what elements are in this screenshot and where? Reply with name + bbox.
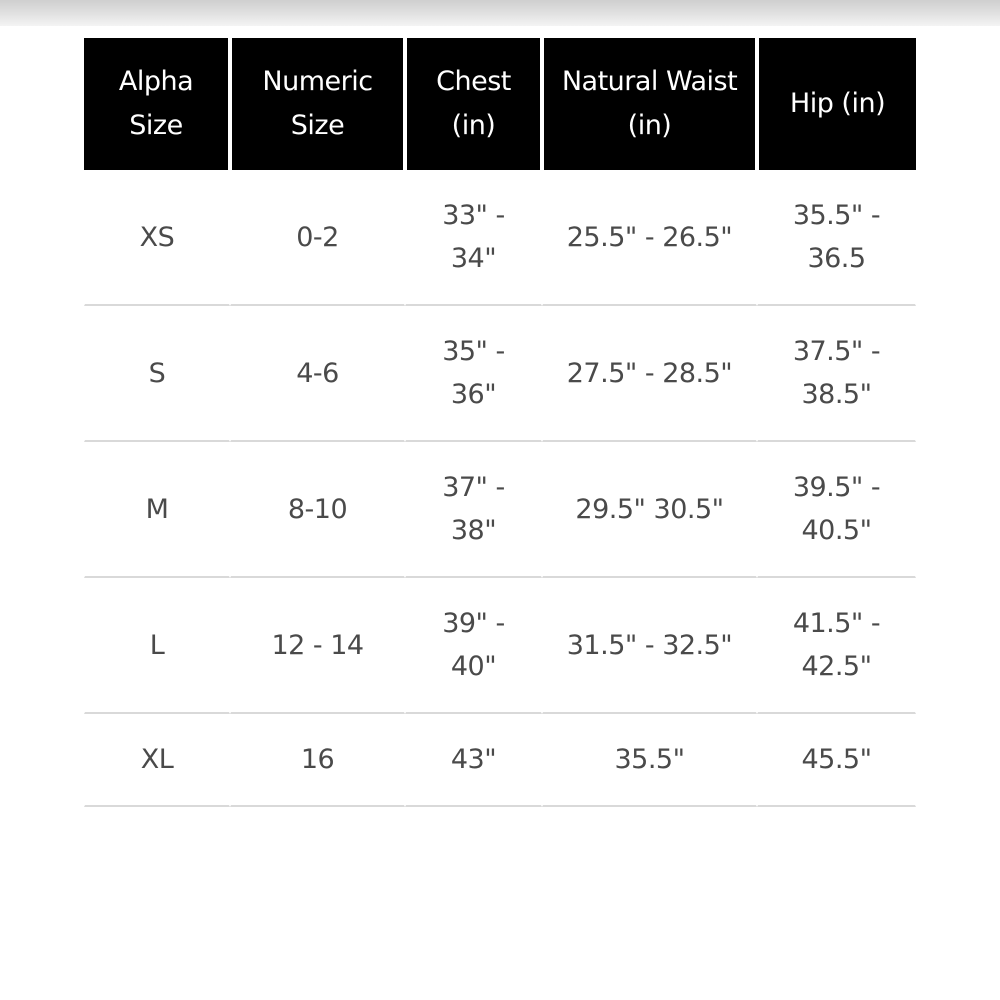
cell-chest bbox=[405, 442, 542, 578]
table-row bbox=[84, 306, 916, 442]
cell-waist: 29.5" 30.5" bbox=[542, 442, 757, 578]
cell-hip bbox=[757, 714, 916, 807]
cell-numeric: 12 - 14 bbox=[230, 578, 405, 714]
table-row bbox=[84, 442, 916, 578]
cell-alpha: M bbox=[84, 442, 230, 578]
cell-chest bbox=[405, 714, 542, 807]
cell-chest bbox=[405, 306, 542, 442]
cell-chest-value: 39" - 40" bbox=[442, 608, 505, 682]
cell-chest bbox=[405, 170, 542, 306]
cell-alpha: XL bbox=[84, 714, 230, 807]
cell-hip-value: 35.5" - 36.5 bbox=[792, 200, 881, 274]
cell-chest-value: 37" - 38" bbox=[442, 472, 505, 546]
cell-hip-value: 41.5" - 42.5" bbox=[792, 608, 881, 682]
cell-hip bbox=[757, 170, 916, 306]
cell-chest-value: 35" - 36" bbox=[442, 336, 505, 410]
cell-numeric: 8-10 bbox=[230, 442, 405, 578]
cell-alpha: L bbox=[84, 578, 230, 714]
table-row bbox=[84, 578, 916, 714]
header-natural-waist: Natural Waist (in) bbox=[542, 38, 757, 170]
cell-waist: 27.5" - 28.5" bbox=[542, 306, 757, 442]
cell-hip-value: 45.5" bbox=[801, 744, 872, 775]
cell-hip-value: 37.5" - 38.5" bbox=[792, 336, 881, 410]
cell-hip bbox=[757, 578, 916, 714]
table-row bbox=[84, 714, 916, 807]
cell-waist: 35.5" bbox=[542, 714, 757, 807]
table-row bbox=[84, 170, 916, 306]
header-chest-label: Chest (in) bbox=[436, 66, 511, 141]
cell-alpha: XS bbox=[84, 170, 230, 306]
cell-hip bbox=[757, 306, 916, 442]
cell-alpha: S bbox=[84, 306, 230, 442]
header-alpha-size: Alpha Size bbox=[84, 38, 230, 170]
header-numeric-size: Numeric Size bbox=[230, 38, 405, 170]
cell-chest-value: 33" - 34" bbox=[442, 200, 505, 274]
cell-numeric: 16 bbox=[230, 714, 405, 807]
cell-chest-value: 43" bbox=[450, 744, 497, 775]
header-chest bbox=[405, 38, 542, 170]
cell-hip bbox=[757, 442, 916, 578]
cell-chest bbox=[405, 578, 542, 714]
header-row bbox=[84, 38, 916, 170]
cell-numeric: 4-6 bbox=[230, 306, 405, 442]
cell-waist: 25.5" - 26.5" bbox=[542, 170, 757, 306]
cell-numeric: 0-2 bbox=[230, 170, 405, 306]
cell-hip-value: 39.5" - 40.5" bbox=[792, 472, 881, 546]
header-hip: Hip (in) bbox=[757, 38, 916, 170]
cell-waist: 31.5" - 32.5" bbox=[542, 578, 757, 714]
top-shadow-bar bbox=[0, 0, 1000, 26]
size-chart-table bbox=[84, 38, 916, 807]
